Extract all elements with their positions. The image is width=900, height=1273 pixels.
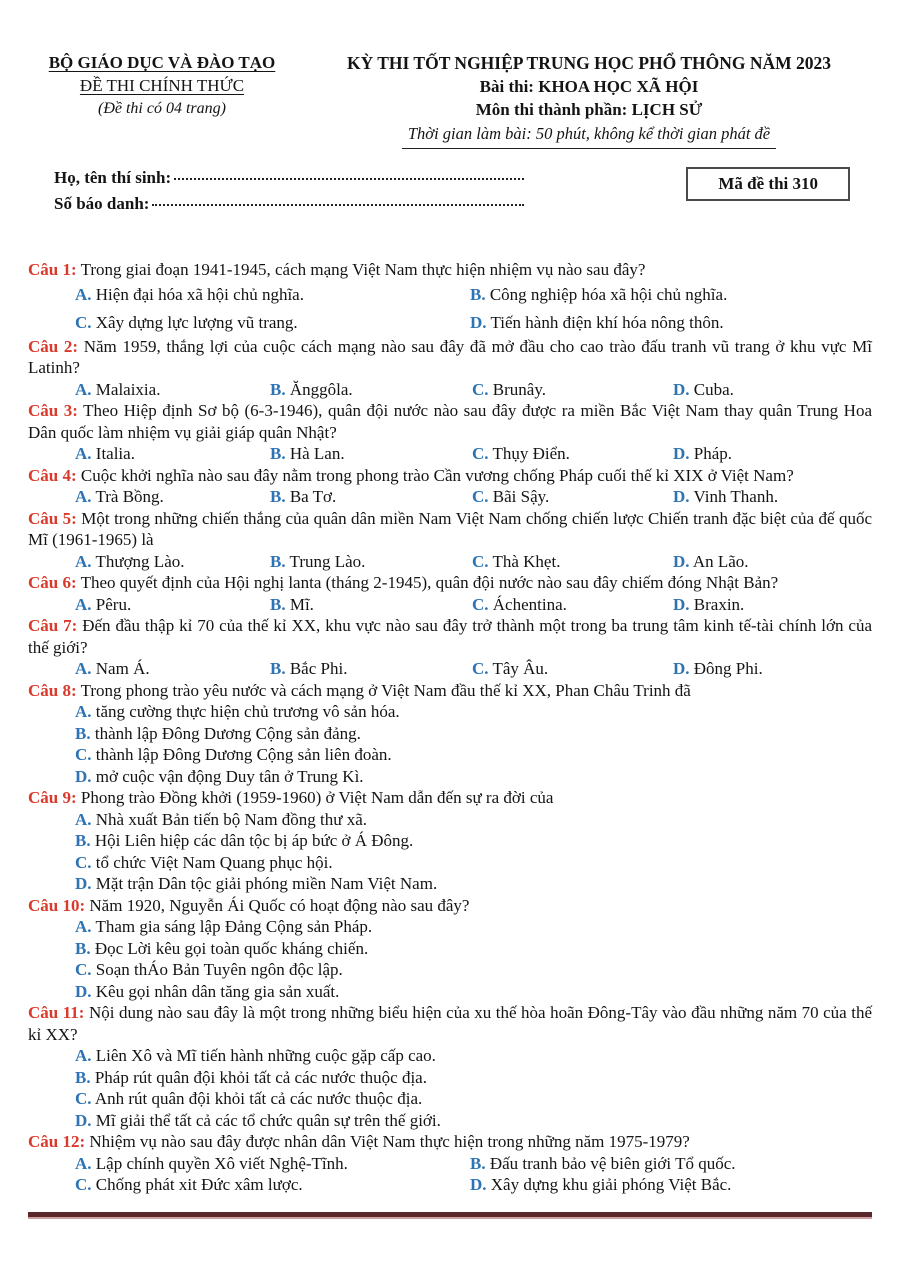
candidate-info-section	[28, 165, 872, 217]
option-letter: C.	[472, 551, 489, 571]
option-letter: C.	[75, 852, 92, 872]
question-stem: Câu 1: Trong giai đoạn 1941-1945, cách mạng Việt Nam thực hiện nhiệm vụ nào sau đây?	[28, 260, 646, 279]
exam-title: KỲ THI TỐT NGHIỆP TRUNG HỌC PHỔ THÔNG NĂM 2023	[346, 53, 832, 73]
option-B: B. Pháp rút quân đội khỏi tất cả các nước thuộc địa.	[75, 1067, 427, 1087]
option-letter: B.	[75, 1067, 91, 1087]
question-number: Câu 2:	[28, 336, 79, 356]
option-letter: C.	[472, 379, 489, 399]
candidate-id-dotted-line	[152, 204, 524, 206]
question-stem: Câu 6: Theo quyết định của Hội nghị lanta (tháng 2-1945), quân đội nước nào sau đây chiếm đóng Nhật Bản?	[28, 573, 779, 592]
page-bottom-rule	[28, 1212, 872, 1219]
question-number: Câu 8:	[28, 680, 77, 700]
options	[28, 916, 872, 1002]
exam-component-subject: Môn thi thành phần: LỊCH SỬ	[475, 100, 703, 119]
question-11	[28, 1002, 872, 1131]
option-letter: D.	[673, 444, 690, 463]
option-letter: C.	[75, 1089, 92, 1108]
option-B: B. Đọc Lời kêu gọi toàn quốc kháng chiến.	[75, 938, 369, 958]
question-number: Câu 9:	[28, 788, 77, 807]
question-12	[28, 1131, 872, 1196]
option-C: C. Thà Khẹt.	[472, 551, 561, 571]
option-B: B. Mĩ.	[270, 594, 314, 614]
option-letter: B.	[270, 551, 286, 571]
option-C: C. Soạn thÁo Bản Tuyên ngôn độc lập.	[75, 960, 343, 979]
option-letter: B.	[270, 444, 286, 463]
option-B: B. Đấu tranh bảo vệ biên giới Tổ quốc.	[470, 1153, 736, 1173]
options	[28, 658, 872, 680]
option-letter: A.	[75, 659, 92, 678]
question-number: Câu 3:	[28, 401, 78, 420]
option-D: D. Kêu gọi nhân dân tăng gia sản xuất.	[75, 981, 340, 1001]
candidate-id-line	[54, 191, 524, 217]
option-letter: A.	[75, 444, 92, 463]
option-C: C. Tây Âu.	[472, 659, 549, 678]
option-letter: A.	[75, 1153, 92, 1173]
option-D: D. Pháp.	[673, 444, 733, 463]
option-D: D. Xây dựng khu giải phóng Việt Bắc.	[470, 1175, 732, 1194]
option-A: A. Tham gia sáng lập Đảng Cộng sản Pháp.	[75, 917, 373, 936]
option-letter: B.	[75, 723, 91, 743]
option-letter: B.	[270, 487, 286, 506]
option-D: D. An Lão.	[673, 551, 749, 571]
option-A: A. Hiện đại hóa xã hội chủ nghĩa.	[75, 284, 304, 304]
options	[28, 809, 872, 895]
option-A: A. Liên Xô và Mĩ tiến hành những cuộc gặp cấp cao.	[75, 1046, 436, 1065]
option-letter: C.	[472, 444, 489, 463]
question-10	[28, 895, 872, 1003]
option-letter: A.	[75, 702, 92, 721]
question-5	[28, 508, 872, 573]
option-letter: C.	[75, 1175, 92, 1194]
option-D: D. mở cuộc vận động Duy tân ở Trung Kì.	[75, 766, 364, 786]
option-letter: D.	[75, 1110, 92, 1130]
question-number: Câu 6:	[28, 573, 77, 592]
option-C: C. Chống phát xit Đức xâm lược.	[75, 1175, 303, 1194]
option-letter: B.	[470, 1153, 486, 1173]
option-letter: B.	[270, 659, 286, 678]
option-letter: B.	[75, 938, 91, 958]
option-letter: A.	[75, 487, 92, 506]
option-letter: D.	[673, 487, 690, 506]
option-letter: D.	[75, 874, 92, 893]
page-count-note: (Đề thi có 04 trang)	[98, 100, 226, 117]
option-C: C. Brunây.	[472, 379, 546, 399]
option-A: A. Pêru.	[75, 594, 132, 614]
option-letter: D.	[75, 766, 92, 786]
option-B: B. Ănggôla.	[270, 379, 353, 399]
options	[28, 379, 872, 401]
option-letter: D.	[673, 594, 690, 614]
options	[28, 701, 872, 787]
option-A: A. Nhà xuất Bản tiến bộ Nam đồng thư xã.	[75, 809, 368, 829]
option-C: C. Thụy Điển.	[472, 444, 570, 463]
exam-subject: Bài thi: KHOA HỌC XÃ HỘI	[479, 77, 699, 96]
options	[28, 1153, 872, 1196]
question-stem: Câu 9: Phong trào Đồng khởi (1959-1960) ở Việt Nam dẫn đến sự ra đời của	[28, 788, 554, 807]
questions-list	[28, 259, 872, 1196]
options	[28, 594, 872, 616]
option-B: B. Trung Lào.	[270, 551, 366, 571]
question-stem: Câu 8: Trong phong trào yêu nước và cách mạng ở Việt Nam đầu thế kỉ XX, Phan Châu Trinh đã	[28, 680, 691, 700]
candidate-name-line	[54, 165, 524, 191]
option-B: B. Bắc Phi.	[270, 659, 348, 678]
option-letter: A.	[75, 284, 92, 304]
question-stem: Câu 2: Năm 1959, thắng lợi của cuộc cách mạng nào sau đây đã mở đầu cho cao trào đấu tranh vũ trang ở khu vực Mĩ Latinh?	[28, 336, 872, 377]
question-stem: Câu 12: Nhiệm vụ nào sau đây được nhân dân Việt Nam thực hiện trong những năm 1975-1979?	[28, 1132, 690, 1151]
option-A: A. Italia.	[75, 444, 135, 463]
question-2	[28, 336, 872, 401]
question-number: Câu 5:	[28, 508, 77, 528]
question-number: Câu 7:	[28, 616, 78, 635]
option-D: D. Cuba.	[673, 379, 734, 399]
option-letter: C.	[472, 594, 489, 614]
question-stem: Câu 3: Theo Hiệp định Sơ bộ (6-3-1946), quân đội nước nào sau đây được ra miền Bắc Việt Nam thay quân Trung Hoa Dân quốc làm nhiệm vụ giải giáp quân Nhật?	[28, 401, 872, 442]
question-6	[28, 572, 872, 615]
option-letter: A.	[75, 551, 92, 571]
candidate-id-label: Số báo danh:	[54, 194, 150, 213]
option-D: D. Đông Phi.	[673, 659, 763, 678]
option-A: A. Nam Á.	[75, 659, 150, 678]
option-B: B. Ba Tơ.	[270, 487, 337, 506]
option-letter: B.	[470, 284, 486, 304]
question-1	[28, 259, 872, 334]
question-number: Câu 11:	[28, 1003, 85, 1022]
option-A: A. Trà Bồng.	[75, 487, 164, 506]
question-number: Câu 1:	[28, 260, 77, 279]
question-9	[28, 787, 872, 895]
option-letter: C.	[472, 659, 489, 678]
option-letter: A.	[75, 1046, 92, 1065]
official-exam-label: ĐỀ THI CHÍNH THỨC	[79, 76, 245, 95]
option-C: C. Áchentina.	[472, 594, 567, 614]
option-letter: D.	[673, 551, 690, 571]
option-letter: D.	[75, 981, 92, 1001]
options	[28, 486, 872, 508]
options	[28, 443, 872, 465]
exam-code-box: Mã đề thi 310	[686, 167, 850, 201]
option-letter: A.	[75, 809, 92, 829]
candidate-name-dotted-line	[174, 178, 524, 180]
option-D: D. Mặt trận Dân tộc giải phóng miền Nam Việt Nam.	[75, 874, 438, 893]
option-letter: B.	[75, 831, 91, 850]
option-letter: D.	[673, 379, 690, 399]
option-letter: C.	[75, 745, 92, 764]
question-stem: Câu 5: Một trong những chiến thắng của quân dân miền Nam Việt Nam chống chiến lược Chiến tranh đặc biệt của đế quốc Mĩ (1961-1965) là	[28, 508, 872, 549]
option-letter: B.	[270, 594, 286, 614]
options	[28, 284, 872, 334]
header-left-block	[28, 52, 296, 121]
option-D: D. Mĩ giải thể tất cả các tổ chức quân sự trên thế giới.	[75, 1110, 441, 1130]
question-4	[28, 465, 872, 508]
option-C: C. tổ chức Việt Nam Quang phục hội.	[75, 852, 333, 872]
candidate-name-label: Họ, tên thí sinh:	[54, 168, 172, 187]
option-letter: B.	[270, 379, 286, 399]
option-B: B. thành lập Đông Dương Cộng sản đảng.	[75, 723, 361, 743]
question-number: Câu 12:	[28, 1132, 86, 1151]
question-number: Câu 10:	[28, 895, 86, 915]
exam-duration-text: Thời gian làm bài: 50 phút, không kể thời gian phát đề	[402, 121, 776, 149]
option-A: A. Lập chính quyền Xô viết Nghệ-Tĩnh.	[75, 1153, 348, 1173]
option-D: D. Tiến hành điện khí hóa nông thôn.	[470, 313, 724, 332]
option-D: D. Braxin.	[673, 594, 745, 614]
options	[28, 1045, 872, 1131]
question-3	[28, 400, 872, 465]
option-A: A. Thượng Lào.	[75, 551, 185, 571]
question-stem: Câu 11: Nội dung nào sau đây là một trong những biểu hiện của xu thế hòa hoãn Đông-Tây vào đầu những năm 70 của thế kỉ XX?	[28, 1003, 872, 1044]
option-letter: C.	[75, 313, 92, 332]
ministry-name: BỘ GIÁO DỤC VÀ ĐÀO TẠO	[48, 53, 276, 72]
option-letter: C.	[75, 960, 92, 979]
option-B: B. Hội Liên hiệp các dân tộc bị áp bức ở Á Đông.	[75, 831, 414, 850]
candidate-info-lines	[54, 165, 524, 217]
question-8	[28, 680, 872, 788]
question-stem: Câu 4: Cuộc khởi nghĩa nào sau đây nằm trong phong trào Cần vương chống Pháp cuối thế kỉ XIX ở Việt Nam?	[28, 465, 794, 485]
option-C: C. Bãi Sậy.	[472, 487, 550, 506]
option-letter: D.	[673, 659, 690, 678]
option-A: A. tăng cường thực hiện chủ trương vô sản hóa.	[75, 702, 400, 721]
options	[28, 551, 872, 573]
option-letter: C.	[472, 487, 489, 506]
option-letter: D.	[470, 313, 487, 332]
option-B: B. Công nghiệp hóa xã hội chủ nghĩa.	[470, 284, 728, 304]
question-stem: Câu 7: Đến đầu thập kỉ 70 của thế kỉ XX, khu vực nào sau đây trở thành một trong ba trung tâm kinh tế-tài chính lớn của thế giới?	[28, 616, 872, 657]
option-D: D. Vinh Thanh.	[673, 487, 779, 506]
option-letter: A.	[75, 594, 92, 614]
option-C: C. Xây dựng lực lượng vũ trang.	[75, 313, 298, 332]
option-A: A. Malaixia.	[75, 379, 161, 399]
option-C: C. thành lập Đông Dương Cộng sản liên đoàn.	[75, 745, 392, 764]
exam-duration	[306, 121, 872, 149]
option-letter: A.	[75, 917, 92, 936]
page-header	[28, 52, 872, 149]
option-C: C. Anh rút quân đội khỏi tất cả các nước thuộc địa.	[75, 1089, 423, 1108]
question-stem: Câu 10: Năm 1920, Nguyễn Ái Quốc có hoạt động nào sau đây?	[28, 895, 470, 915]
question-number: Câu 4:	[28, 465, 77, 485]
header-right-block	[296, 52, 872, 149]
question-7	[28, 615, 872, 680]
option-B: B. Hà Lan.	[270, 444, 345, 463]
option-letter: D.	[470, 1175, 487, 1194]
option-letter: A.	[75, 379, 92, 399]
